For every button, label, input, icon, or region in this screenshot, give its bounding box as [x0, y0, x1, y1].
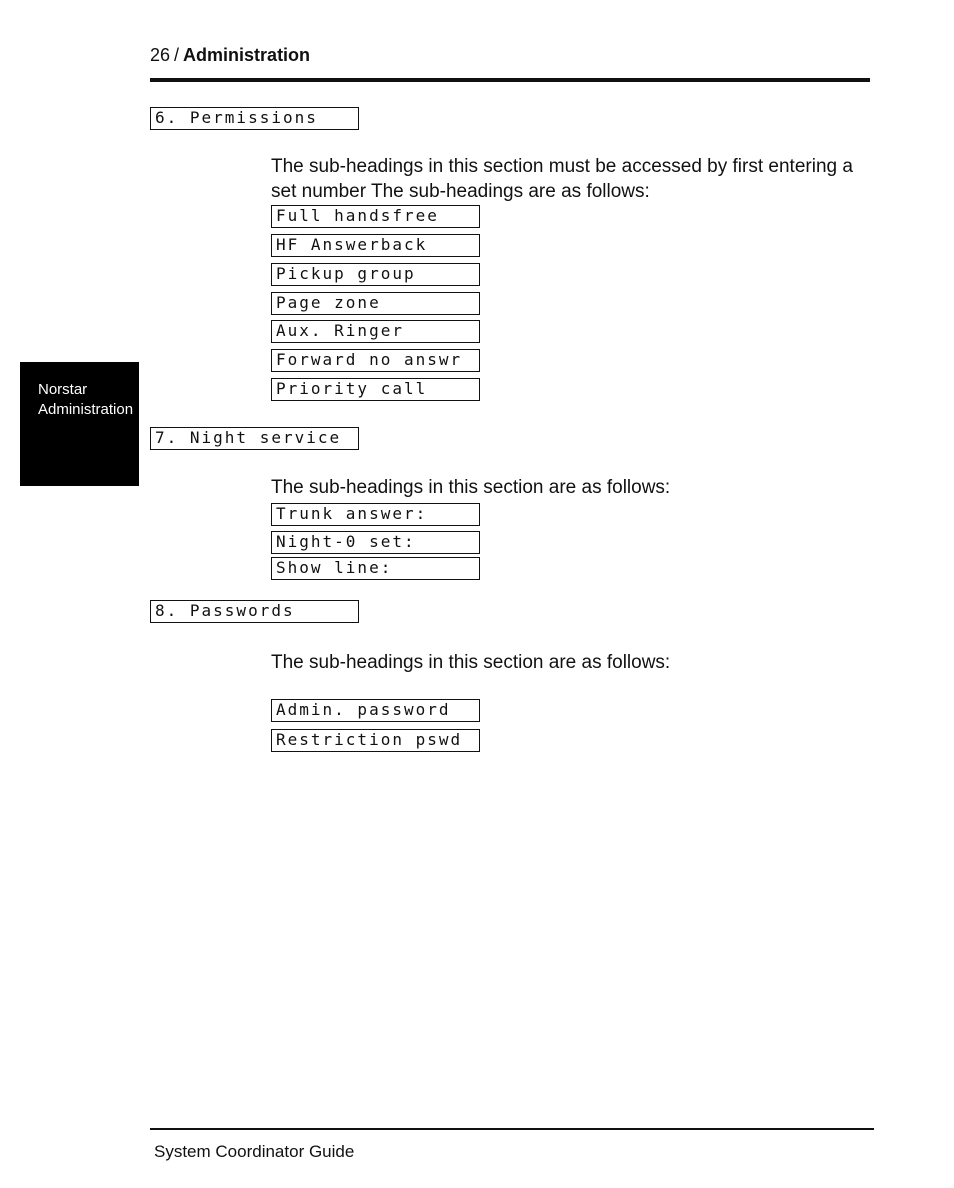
menu-item: HF Answerback — [271, 234, 480, 257]
footer-rule — [150, 1128, 874, 1130]
menu-item: Night-0 set: — [271, 531, 480, 554]
menu-item: Admin. password — [271, 699, 480, 722]
menu-item: Page zone — [271, 292, 480, 315]
page-number: 26 — [150, 45, 171, 65]
section-heading-night-service: 7. Night service — [150, 427, 359, 450]
section-heading-passwords: 8. Passwords — [150, 600, 359, 623]
section-description-permissions: The sub-headings in this section must be accessed by first entering a set number The sub-headings are as follows: — [271, 156, 853, 202]
side-tab — [20, 362, 139, 486]
menu-item: Priority call — [271, 378, 480, 401]
footer-title: System Coordinator Guide — [154, 1142, 355, 1161]
side-tab-line2: Administration — [38, 401, 134, 418]
menu-item: Restriction pswd — [271, 729, 480, 752]
menu-item: Forward no answr — [271, 349, 480, 372]
menu-item: Show line: — [271, 557, 480, 580]
header-rule — [150, 78, 870, 82]
section-heading-permissions: 6. Permissions — [150, 107, 359, 130]
side-tab-line1: Norstar — [38, 381, 88, 398]
page-header — [150, 45, 310, 66]
menu-item: Aux. Ringer — [271, 320, 480, 343]
menu-item: Pickup group — [271, 263, 480, 286]
menu-item: Trunk answer: — [271, 503, 480, 526]
section-description-passwords: The sub-headings in this section are as follows: — [271, 652, 671, 673]
header-separator: / — [174, 45, 180, 65]
menu-item: Full handsfree — [271, 205, 480, 228]
section-description-night-service: The sub-headings in this section are as follows: — [271, 477, 671, 498]
header-section-title: Administration — [183, 45, 311, 65]
